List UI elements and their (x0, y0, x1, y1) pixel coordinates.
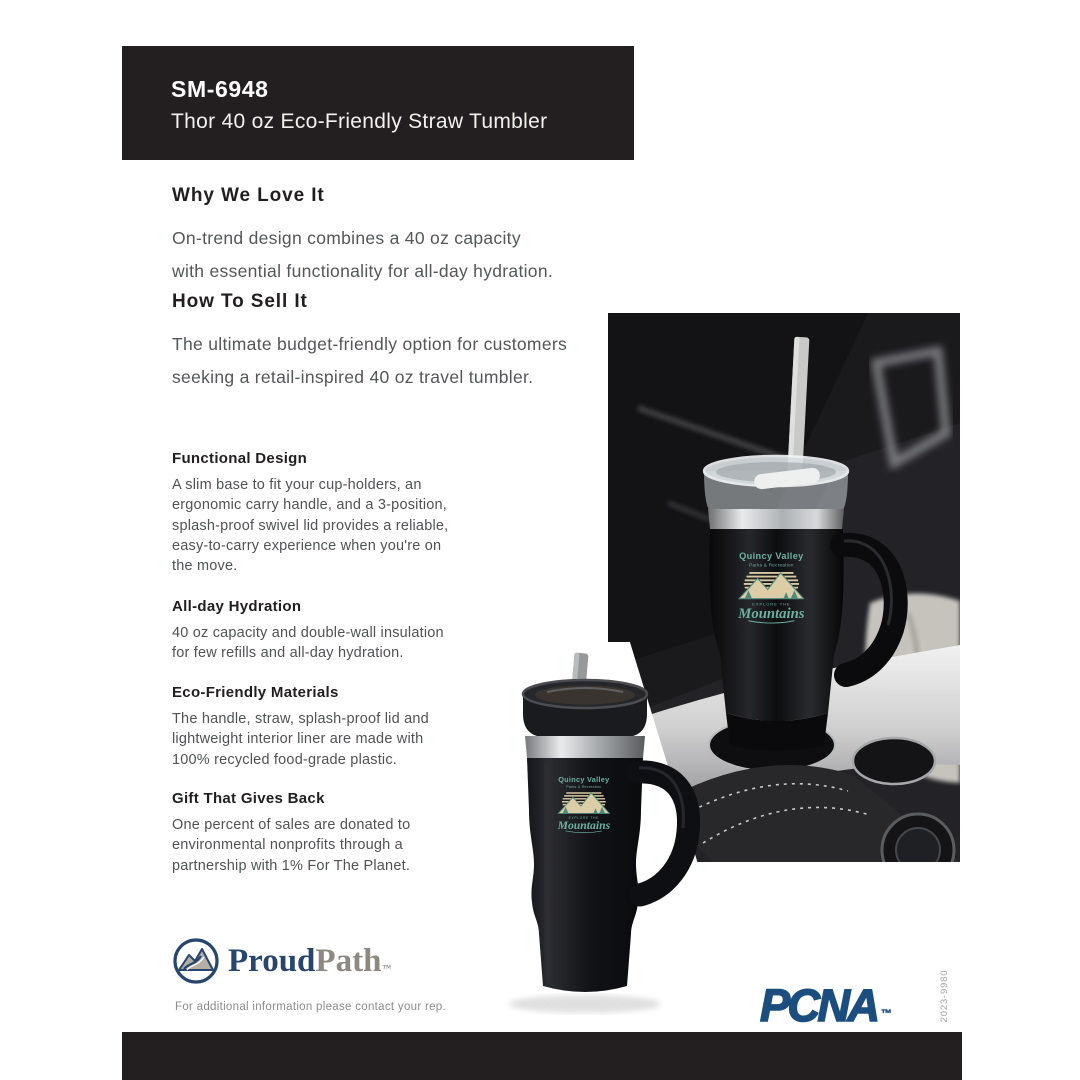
proudpath-trademark: ™ (382, 962, 392, 973)
badge-text-explore: EXPLORE THE (752, 601, 791, 607)
proudpath-mountain-icon (171, 936, 221, 986)
badge-text-explore: EXPLORE THE (568, 815, 600, 820)
feature-body-line: 100% recycled food-grade plastic. (172, 751, 398, 768)
feature-all-day-hydration (172, 598, 492, 664)
document-number: 2023-9980 (939, 969, 950, 1023)
tumbler (523, 653, 688, 992)
feature-body-line: ergonomic carry handle, and a 3-position, (172, 497, 447, 514)
feature-body-line: The handle, straw, splash-proof lid and (172, 711, 429, 727)
pcna-wordmark: PCNA (760, 980, 878, 1031)
badge-text-sub: Parks & Recreation (566, 784, 602, 789)
header-bar (122, 46, 634, 160)
feature-body-line: for few refills and all-day hydration. (172, 645, 404, 662)
tumbler-handle (637, 772, 688, 895)
section-why-we-love-it (172, 185, 642, 288)
feature-heading: Gift That Gives Back (172, 790, 325, 807)
proudpath-logo (171, 936, 391, 986)
feature-body-line: the move. (172, 558, 238, 575)
badge-text-sub: Parks & Recreation (749, 562, 794, 568)
pcna-trademark: ™ (880, 1008, 892, 1020)
product-photo-tumbler (485, 650, 700, 1018)
feature-heading: Functional Design (172, 450, 308, 467)
cup-holder-empty (853, 738, 935, 784)
footer-bar (122, 1032, 962, 1080)
product-name: Thor 40 oz Eco-Friendly Straw Tumbler (171, 110, 548, 133)
proudpath-wordmark (228, 943, 391, 980)
steel-band (525, 736, 645, 758)
proudpath-word-path: Path (315, 942, 382, 979)
how-heading: How To Sell It (172, 291, 308, 312)
feature-heading: Eco-Friendly Materials (172, 684, 339, 701)
why-body-line: with essential functionality for all-day hydration. (172, 261, 554, 281)
feature-heading: All-day Hydration (172, 598, 302, 615)
how-body (172, 328, 642, 394)
feature-body-line: lightweight interior liner are made with (172, 731, 424, 748)
how-body-line: seeking a retail-inspired 40 oz travel tumbler. (172, 367, 534, 387)
steel-band (708, 509, 844, 529)
badge-text-script: Mountains (557, 818, 611, 832)
feature-body (172, 623, 492, 664)
pcna-logo (760, 980, 892, 1032)
badge-text-top: Quincy Valley (739, 551, 804, 562)
feature-body-line: partnership with 1% For The Planet. (172, 857, 411, 874)
how-body-line: The ultimate budget-friendly option for customers (172, 334, 568, 354)
feature-body-line: splash-proof swivel lid provides a reliable, (172, 517, 449, 534)
feature-gift-that-gives-back (172, 790, 492, 876)
feature-functional-design (172, 450, 492, 576)
feature-body (172, 815, 492, 876)
feature-body-line: environmental nonprofits through a (172, 837, 403, 854)
why-body-line: On-trend design combines a 40 oz capacity (172, 228, 521, 248)
console-knob-inner (896, 828, 940, 862)
product-tumbler (485, 650, 700, 1018)
why-body (172, 222, 642, 288)
feature-body-line: A slim base to fit your cup-holders, an (172, 477, 422, 493)
feature-body (172, 475, 492, 576)
feature-body-line: One percent of sales are donated to (172, 817, 411, 833)
feature-body (172, 709, 492, 770)
badge-text-top: Quincy Valley (558, 775, 610, 785)
rep-contact-note: For additional information please contact your rep. (175, 1001, 446, 1013)
why-heading: Why We Love It (172, 185, 325, 206)
proudpath-word-proud: Proud (228, 942, 316, 979)
section-how-to-sell-it (172, 291, 642, 394)
product-sku: SM-6948 (171, 76, 269, 102)
tumbler-shadow (509, 995, 661, 1013)
badge-text-script: Mountains (738, 606, 805, 622)
feature-eco-friendly-materials (172, 684, 492, 770)
feature-body-line: 40 oz capacity and double-wall insulation (172, 625, 444, 641)
feature-body-line: easy-to-carry experience when you're on (172, 537, 442, 554)
